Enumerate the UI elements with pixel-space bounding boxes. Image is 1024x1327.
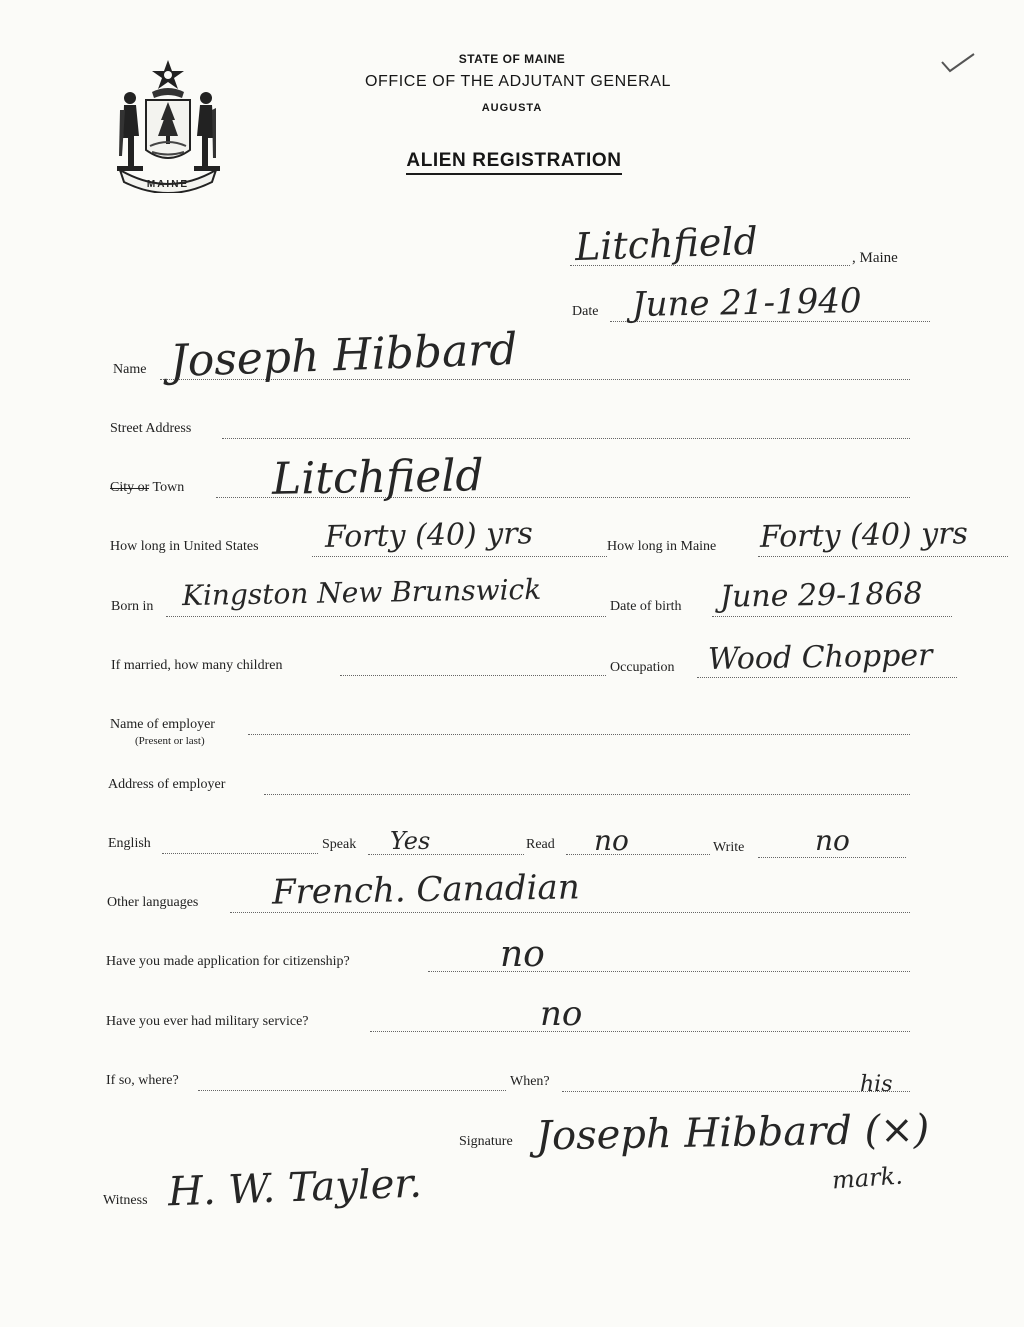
employer-name-sublabel: (Present or last) <box>135 735 205 747</box>
city-heading: AUGUSTA <box>481 102 543 114</box>
maine-seal-emblem <box>112 58 224 193</box>
town-value: Litchfield <box>271 450 485 505</box>
witness-label: Witness <box>103 1193 148 1208</box>
date-of-birth-value: June 29-1868 <box>719 576 923 615</box>
employer-address-label: Address of employer <box>108 777 226 792</box>
date-value: June 21-1940 <box>631 280 862 326</box>
other-languages-label: Other languages <box>107 895 199 910</box>
state-heading: STATE OF MAINE <box>458 52 566 66</box>
how-long-us-line <box>312 556 607 557</box>
born-in-value: Kingston New Brunswick <box>181 572 542 613</box>
how-long-maine-label: How long in Maine <box>607 539 717 554</box>
born-in-line <box>166 616 606 617</box>
married-label: If married, how many children <box>111 658 283 673</box>
place-value: Litchfield <box>574 218 759 270</box>
if-so-where-label: If so, where? <box>106 1073 179 1088</box>
military-line <box>370 1031 910 1032</box>
citizenship-value: no <box>500 934 545 975</box>
speak-label: Speak <box>322 837 357 852</box>
speak-value: Yes <box>390 827 431 855</box>
english-label: English <box>108 836 151 851</box>
when-line <box>562 1091 910 1092</box>
form-title-text: ALIEN REGISTRATION <box>406 150 621 175</box>
witness-value: H. W. Tayler. <box>167 1160 423 1216</box>
office-heading: OFFICE OF THE ADJUTANT GENERAL <box>364 73 672 90</box>
signature-value: Joseph Hibbard (×) <box>535 1106 930 1160</box>
employer-name-label: Name of employer <box>110 717 215 732</box>
write-value: no <box>815 824 850 857</box>
maine-label: , Maine <box>852 250 898 266</box>
how-long-us-value: Forty (40) yrs <box>324 516 534 555</box>
street-address-label: Street Address <box>110 421 192 436</box>
date-label: Date <box>572 304 599 319</box>
employer-address-line <box>264 794 910 795</box>
read-label: Read <box>526 837 555 852</box>
name-label: Name <box>113 362 147 377</box>
occupation-line <box>697 677 957 678</box>
military-value: no <box>540 994 583 1034</box>
town-label <box>110 480 184 496</box>
name-value: Joseph Hibbard <box>169 323 519 388</box>
military-label: Have you ever had military service? <box>106 1014 309 1029</box>
occupation-label: Occupation <box>610 660 675 675</box>
svg-text:MAINE: MAINE <box>146 179 190 190</box>
check-mark-icon <box>940 52 976 74</box>
other-languages-line <box>230 912 910 913</box>
city-struck-label: City or <box>110 480 150 495</box>
mark-annotation: mark. <box>831 1161 904 1195</box>
how-long-maine-line <box>758 556 1008 557</box>
other-languages-value: French. Canadian <box>271 867 581 913</box>
english-line <box>162 853 318 854</box>
write-line <box>758 857 906 858</box>
read-line <box>566 854 710 855</box>
signature-label: Signature <box>459 1134 513 1149</box>
how-long-maine-value: Forty (40) yrs <box>759 516 969 555</box>
employer-name-line <box>248 734 910 735</box>
married-line <box>340 675 606 676</box>
born-in-label: Born in <box>111 599 154 614</box>
if-so-where-line <box>198 1090 506 1091</box>
town-label-text: Town <box>149 480 185 495</box>
his-annotation: his <box>860 1072 893 1097</box>
how-long-us-label: How long in United States <box>110 539 259 554</box>
date-of-birth-label: Date of birth <box>610 599 682 614</box>
citizenship-label: Have you made application for citizenship? <box>106 954 350 969</box>
when-label: When? <box>510 1074 550 1089</box>
read-value: no <box>594 824 629 857</box>
occupation-value: Wood Chopper <box>707 638 933 677</box>
street-address-line <box>222 438 910 439</box>
write-label: Write <box>713 840 745 855</box>
date-of-birth-line <box>712 616 952 617</box>
